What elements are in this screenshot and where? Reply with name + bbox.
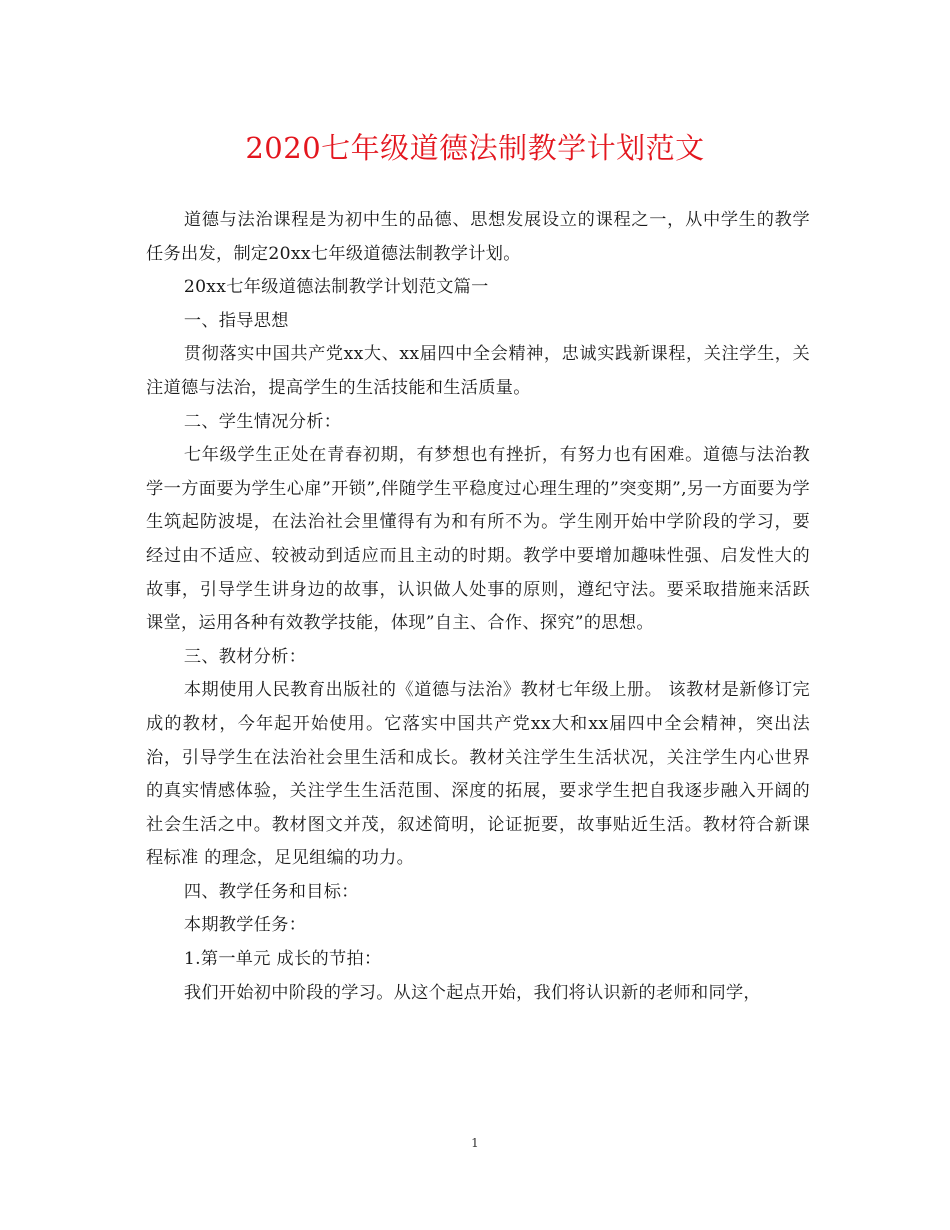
document-title: 2020七年级道德法制教学计划范文 [245, 131, 705, 165]
paragraph-intro: 道德与法治课程是为初中生的品德、思想发展设立的课程之一，从中学生的教学任务出发，制定20xx七年级道德法制教学计划。 [146, 210, 810, 264]
paragraph-textbook-analysis: 本期使用人民教育出版社的《道德与法治》教材七年级上册。 该教材是新修订完成的教材，今年起开始使用。它落实中国共产党xx大和xx届四中全会精神，突出法治，引导学生在法治社会里生活和成长。教材关注学生生活状况，关注学生内心世界的真实情感体验，关注学生生活范围、深度的拓展，要求学生把自我逐步融入开阔的社会生活之中。教材图文并茂，叙述简明，论证扼要，故事贴近生活。教材符合新课程标准 的理念，足见组编的功力。 [146, 680, 810, 869]
heading-textbook-analysis: 三、教材分析： [183, 646, 307, 667]
paragraph-section-heading: 20xx七年级道德法制教学计划范文篇一 [183, 277, 489, 298]
heading-student-analysis: 二、学生情况分析： [183, 411, 342, 432]
document-body [146, 204, 810, 1010]
page-number: 1 [471, 1136, 479, 1150]
heading-term-tasks: 本期教学任务： [183, 915, 307, 936]
heading-guiding-ideology: 一、指导思想 [183, 310, 289, 331]
paragraph-unit-one: 我们开始初中阶段的学习。从这个起点开始，我们将认识新的老师和同学， [183, 982, 761, 1003]
paragraph-guiding-ideology: 贯彻落实中国共产党xx大、xx届四中全会精神，忠诚实践新课程，关注学生，关注道德与法治，提高学生的生活技能和生活质量。 [146, 344, 810, 398]
paragraph-student-analysis: 七年级学生正处在青春初期，有梦想也有挫折，有努力也有困难。道德与法治教学一方面要为学生心扉”开锁”,伴随学生平稳度过心理生理的”突变期”,另一方面要为学生筑起防波堤，在法治社会里懂得有为和有所不为。学生刚开始中学阶段的学习，要经过由不适应、较被动到适应而且主动的时期。教学中要增加趣味性强、启发性大的故事，引导学生讲身边的故事，认识做人处事的原则，遵纪守法。要采取措施来活跃课堂，运用各种有效教学技能，体现”自主、合作、探究”的思想。 [146, 445, 810, 634]
heading-teaching-tasks: 四、教学任务和目标： [183, 881, 359, 902]
heading-unit-one: 1.第一单元 成长的节拍： [183, 949, 382, 970]
